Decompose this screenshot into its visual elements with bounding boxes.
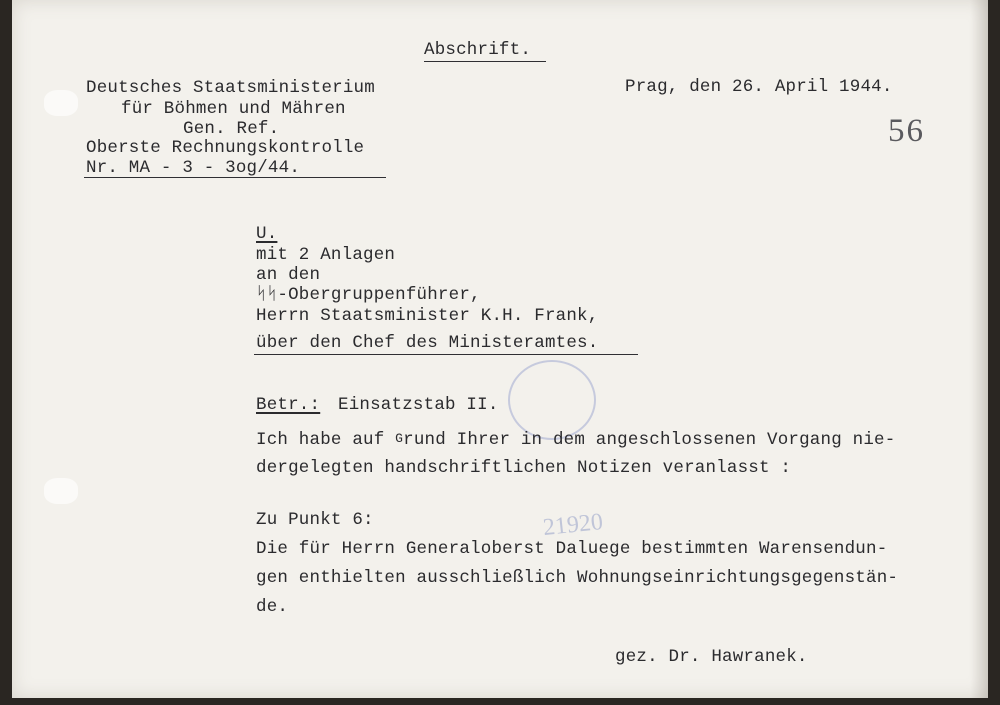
body-paragraph-1-line-1: Ich habe auf $^G$rund Ihrer in dem angeschlossenen Vorgang nie- — [256, 430, 896, 450]
recipient-underline — [254, 354, 638, 355]
recipient-line-3: ᛋᛋ-Obergruppenführer, — [256, 285, 481, 305]
folio-number: 56 — [888, 113, 925, 149]
recipient-line-4: Herrn Staatsminister K.H. Frank, — [256, 306, 599, 326]
reference-number: Nr. MA - 3 - 3og/44. — [86, 158, 301, 178]
faded-stamp-number: 21920 — [541, 508, 605, 542]
signature-line: gez. Dr. Hawranek. — [615, 647, 808, 667]
sender-line-1: Deutsches Staatsministerium — [86, 78, 375, 98]
punch-hole-bottom — [44, 478, 78, 504]
sender-line-2: für Böhmen und Mähren — [121, 99, 346, 119]
body-paragraph-2-line-1: Die für Herrn Generaloberst Daluege bestimmten Warensendun- — [256, 539, 888, 559]
recipient-line-1: mit 2 Anlagen — [256, 245, 396, 265]
body-paragraph-1-line-2: dergelegten handschriftlichen Notizen veranlasst : — [256, 458, 792, 478]
punch-hole-top — [44, 90, 78, 116]
page-edge-shadow — [970, 0, 988, 698]
body-paragraph-2-line-3: de. — [256, 597, 289, 617]
document-heading: Abschrift. — [424, 40, 532, 60]
subject-text: Einsatzstab II. — [338, 395, 499, 415]
place-date: Prag, den 26. April 1944. — [625, 77, 893, 97]
recipient-line-2: an den — [256, 265, 321, 285]
sender-block-rule — [84, 177, 386, 178]
sender-line-3: Gen. Ref. — [183, 119, 280, 139]
heading-underline — [424, 61, 546, 62]
recipient-marker: U. — [256, 224, 278, 244]
faded-round-stamp — [508, 360, 596, 440]
sender-line-4: Oberste Rechnungskontrolle — [86, 138, 365, 158]
body-paragraph-2-line-2: gen enthielten ausschließlich Wohnungseinrichtungsgegenstän- — [256, 568, 899, 588]
subject-label: Betr.: — [256, 395, 321, 415]
point-label: Zu Punkt 6: — [256, 510, 374, 530]
recipient-line-5: über den Chef des Ministeramtes. — [256, 333, 599, 353]
